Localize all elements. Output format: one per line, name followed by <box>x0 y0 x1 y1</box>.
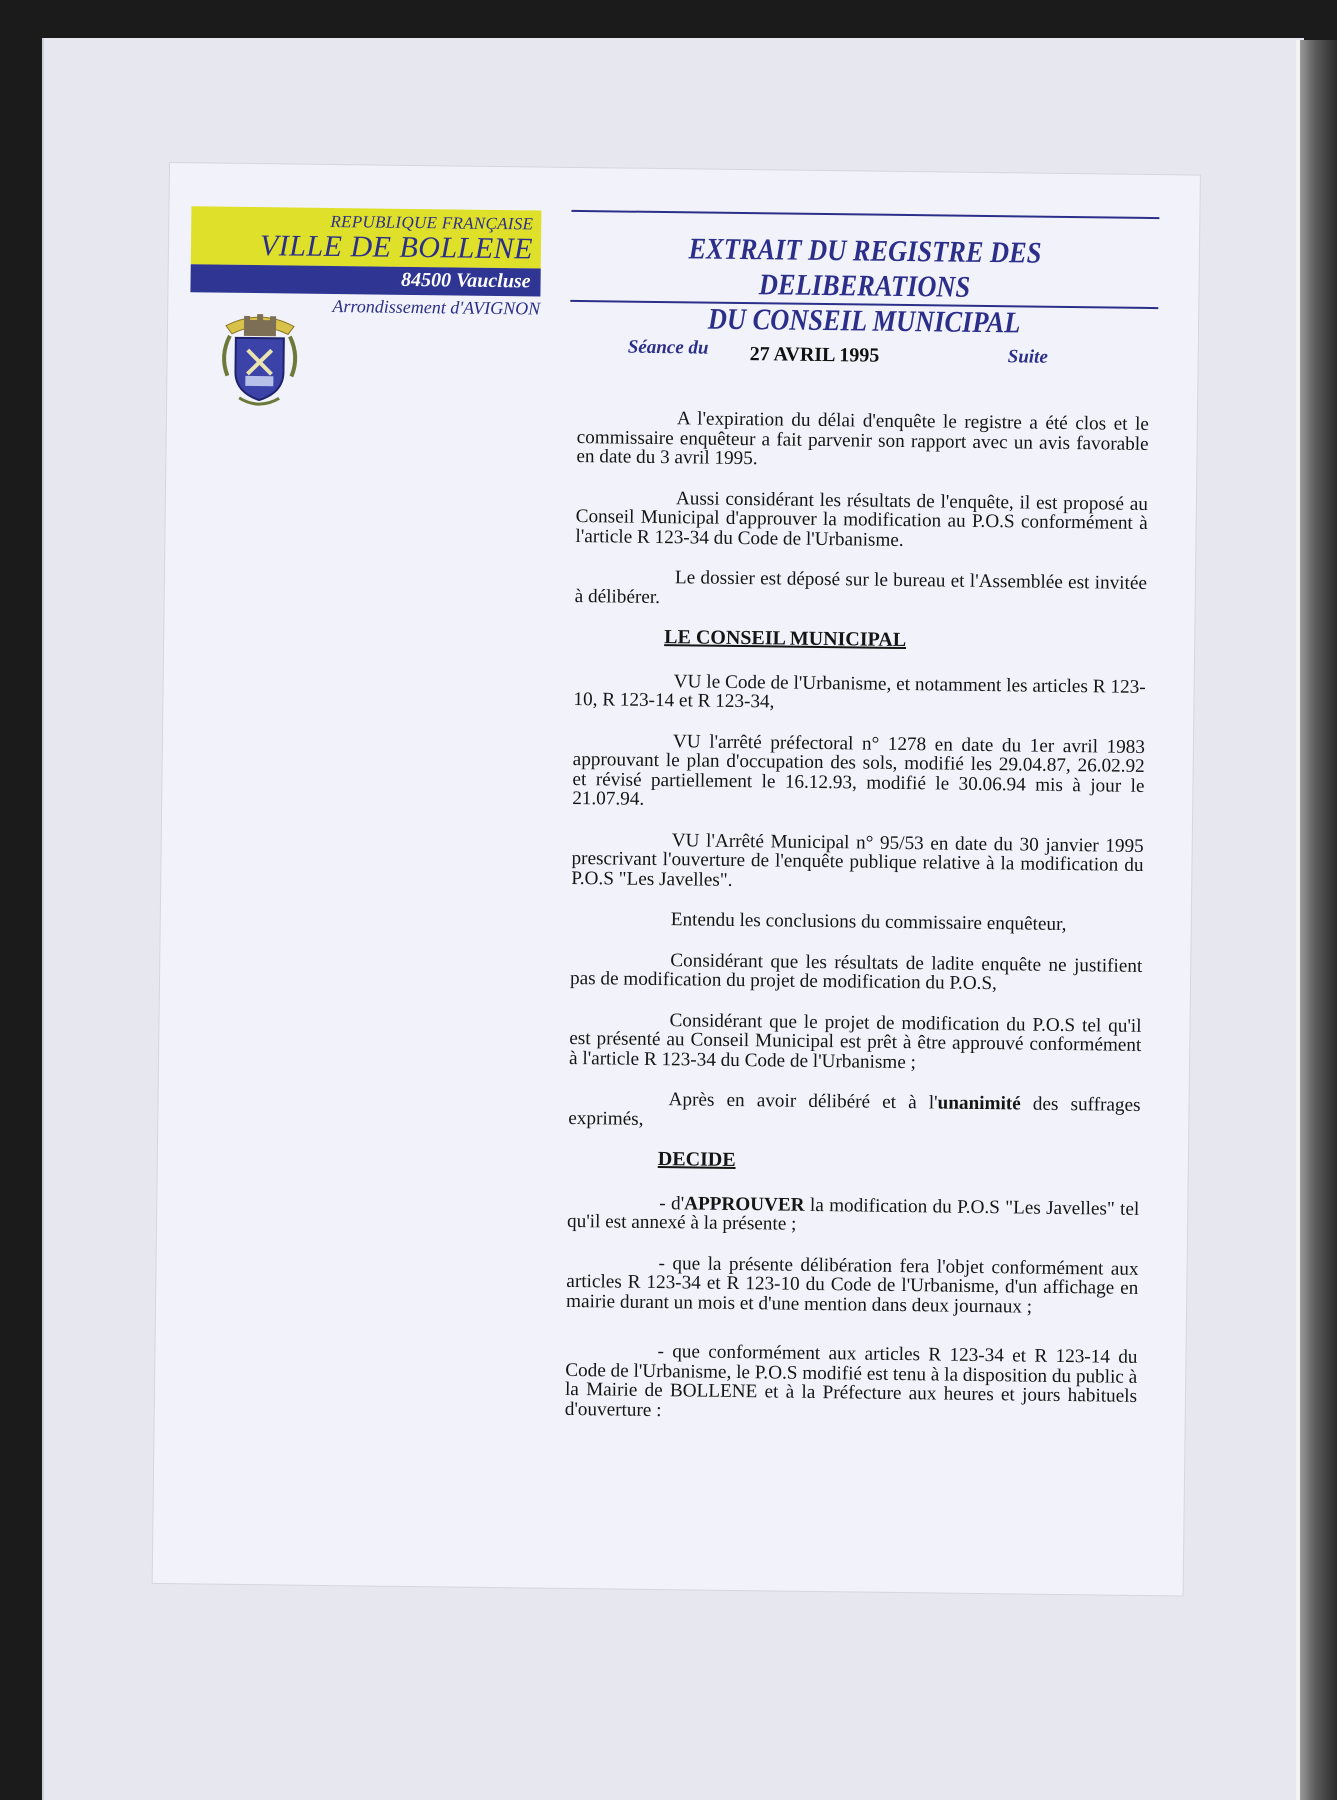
city-name: VILLE DE BOLLENE <box>259 229 534 266</box>
paragraph-expiration: A l'expiration du délai d'enquête le registre a été clos et le commissaire enquêteur a fait parvenir son rapport avec un avis favorable en date du 3 avril 1995. <box>576 408 1150 470</box>
paragraph-vu-arrete-prefectoral: VU l'arrêté préfectoral n° 1278 en date du 1er avril 1983 approuvant le plan d'occupation des sols, modifié les 29.04.87, 26.02.92 et révisé partiellement le 16.12.93, modifié le 30.06.94 mis à jour le 21.07.94. <box>572 730 1146 810</box>
document-sheet <box>153 163 1200 1595</box>
republique-label: REPUBLIQUE FRANÇAISE <box>330 211 534 234</box>
approuver-word: APPROUVER <box>684 1192 805 1216</box>
apres-text-before: Après en avoir délibéré et à l' <box>668 1089 938 1114</box>
decision-affichage: - que la présente délibération fera l'objet conformément aux articles R 123-34 et R 123-10 du Code de l'Urbanisme, d'un affichage en mairie durant un mois et d'une mention dans deux journaux ; <box>565 1252 1139 1318</box>
seance-label: Séance du <box>627 336 709 359</box>
letterhead-blue-band <box>190 264 540 296</box>
title-line-1: EXTRAIT DU REGISTRE DES DELIBERATIONS <box>688 232 1042 304</box>
paragraph-dossier: Le dossier est déposé sur le bureau et l'Assemblée est invitée à délibérer. <box>574 567 1148 608</box>
department-label: 84500 Vaucluse <box>400 268 531 293</box>
arrondissement-label: Arrondissement d'AVIGNON <box>332 295 541 319</box>
seance-date: 27 AVRIL 1995 <box>749 343 880 367</box>
heading-decide: DECIDE <box>657 1148 736 1171</box>
decision-disposition-public: - que conformément aux articles R 123-34 et R 123-14 du Code de l'Urbanisme, le P.O.S modifié est tenu à la disposition du public à la Mairie de BOLLENE et à la Préfecture aux heures et jours habituels d'ouverture : <box>564 1341 1138 1421</box>
suite-label: Suite <box>1007 346 1048 368</box>
decision-1-before: - d' <box>659 1192 685 1214</box>
city-coat-of-arms-icon <box>217 306 302 411</box>
binder-edge <box>1300 40 1337 1800</box>
heading-conseil-municipal: LE CONSEIL MUNICIPAL <box>664 626 907 652</box>
deliberation-body <box>564 408 1149 1447</box>
paragraph-considerant-resultats: Aussi considérant les résultats de l'enquête, il est proposé au Conseil Municipal d'approuver la modification au P.O.S conformément à l'article R 123-34 du Code de l'Urbanisme. <box>575 487 1149 551</box>
unanimite-word: unanimité <box>937 1092 1021 1115</box>
apres-text-after: des suffrages exprimés, <box>568 1093 1141 1130</box>
paragraph-entendu: Entendu les conclusions du commissaire enquêteur, <box>670 909 1067 936</box>
paragraph-vu-arrete-municipal: VU l'Arrêté Municipal n° 95/53 en date du 30 janvier 1995 prescrivant l'ouverture de l'enquête publique relative à la modification du P.O.S "Les Javelles". <box>571 829 1144 891</box>
paragraph-considerant-1: Considérant que les résultats de ladite enquête ne justifient pas de modification du projet de modification du P.O.S, <box>569 949 1143 995</box>
letterhead-yellow-band <box>191 206 542 268</box>
paragraph-considerant-2: Considérant que le projet de modification du P.O.S tel qu'il est présenté au Conseil Municipal est prêt à être approuvé conformément à l'article R 123-34 du Code de l'Urbanisme ; <box>568 1009 1142 1073</box>
decision-1-after: la modification du P.O.S "Les Javelles" tel qu'il est annexé à la présente ; <box>566 1194 1140 1235</box>
document-title <box>605 230 1124 341</box>
title-line-2: DU CONSEIL MUNICIPAL <box>707 302 1021 340</box>
paragraph-vu-code: VU le Code de l'Urbanisme, et notamment les articles R 123-10, R 123-14 et R 123-34, <box>573 670 1146 713</box>
title-rule-top <box>571 210 1159 219</box>
paragraph-apres-deliberation <box>568 1089 1140 1135</box>
decision-approuver <box>567 1192 1139 1238</box>
